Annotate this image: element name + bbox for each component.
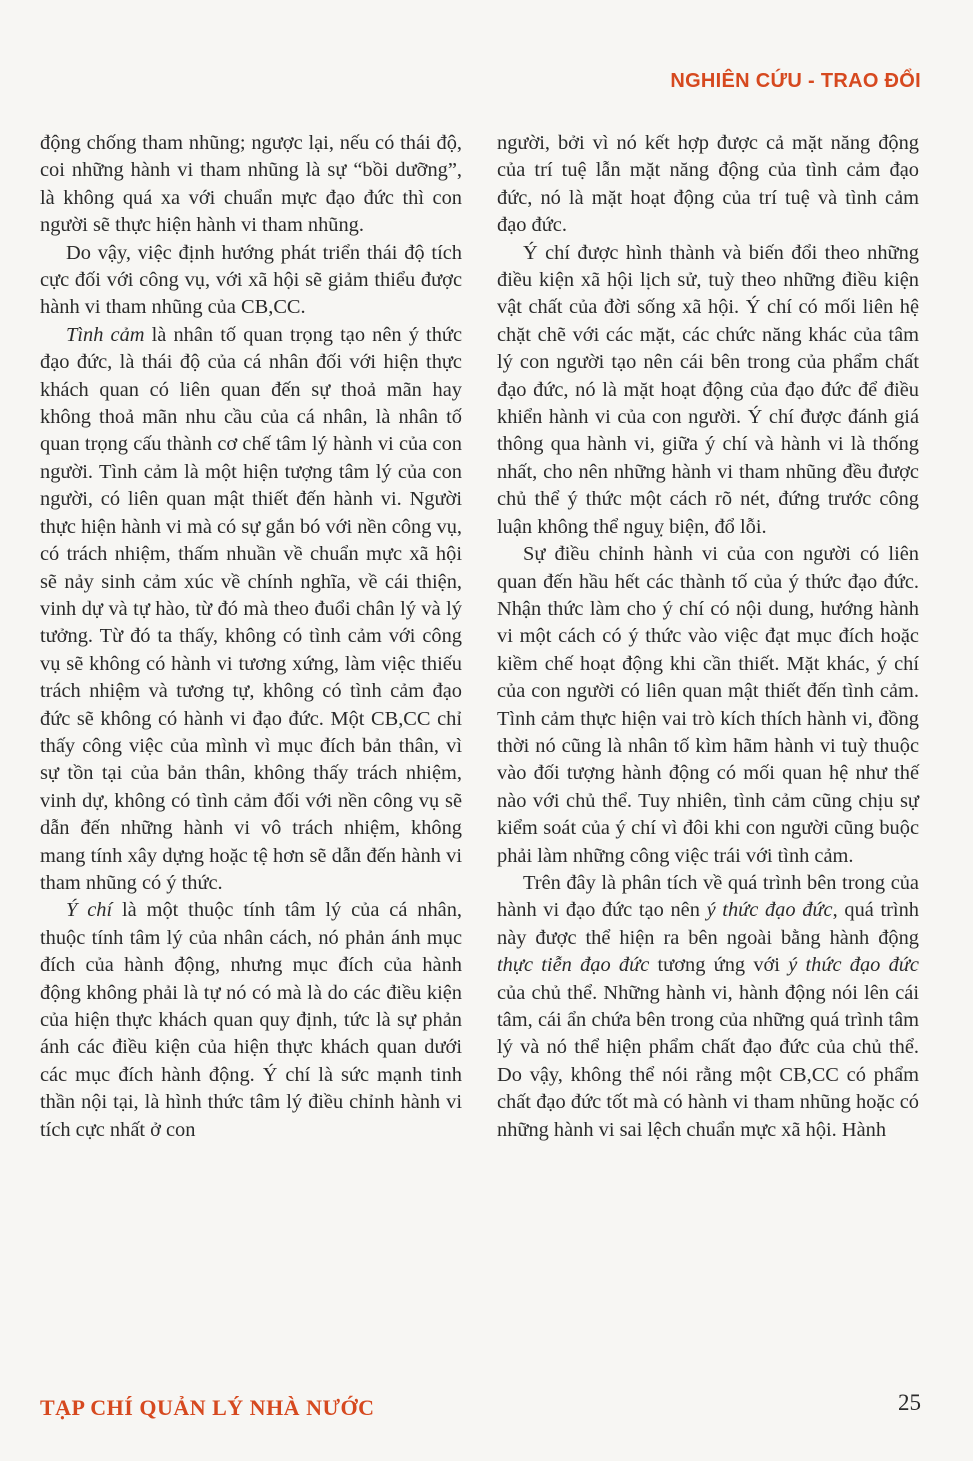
paragraph-text: của chủ thể. Những hành vi, hành động nói lên cái tâm, cái ẩn chứa bên trong của những quá trình tâm lý và nó thể hiện phẩm chất đạo đức của chủ thể. Do vậy, không thể nói rằng một CB,CC có phẩm chất đạo đức tốt mà có hành vi tham nhũng hoặc có những hành vi sai lệch chuẩn mực xã hội. Hành xyxy=(497,981,919,1141)
term-emphasis: Ý chí xyxy=(66,899,113,922)
section-label: NGHIÊN CỨU - TRAO ĐỔI xyxy=(670,70,921,92)
term-emphasis: Tình cảm xyxy=(66,323,145,346)
paragraph xyxy=(497,870,919,1144)
page-number: 25 xyxy=(898,1390,921,1415)
term-emphasis: thực tiễn đạo đức xyxy=(497,954,650,977)
paragraph xyxy=(40,322,462,898)
paragraph: người, bởi vì nó kết hợp được cả mặt năng động của trí tuệ lẫn mặt năng động của tình cảm đạo đức, nó là mặt hoạt động của trí tuệ và tình cảm đạo đức. xyxy=(497,132,919,237)
term-emphasis: ý thức đạo đức xyxy=(706,899,833,922)
paragraph-text: tương ứng với xyxy=(649,954,789,977)
paragraph-text: là một thuộc tính tâm lý của cá nhân, thuộc tính tâm lý của nhân cách, nó phản ánh mục đích của hành động, nhưng mục đích của hành động không phải là tự nó có mà là do các điều kiện của hiện thực khách quan quy định, tức là sự phản ánh các điều kiện của hiện thực khách quan dưới các mục đích hành động. Ý chí là sức mạnh tinh thần nội tại, là hình thức tâm lý điều chỉnh hành vi tích cực nhất ở con xyxy=(40,899,462,1141)
right-column xyxy=(497,130,919,1144)
paragraph: Do vậy, việc định hướng phát triển thái độ tích cực đối với công vụ, với xã hội sẽ giảm thiểu được hành vi tham nhũng của CB,CC. xyxy=(40,241,462,319)
term-emphasis: ý thức đạo đức xyxy=(788,954,919,977)
paragraph-text: , quá trình này được thể hiện ra bên ngoài bằng hành động xyxy=(497,899,919,949)
paragraph-text: là nhân tố quan trọng tạo nên ý thức đạo đức, là thái độ của cá nhân đối với hiện thực khách quan có liên quan đến sự thoả mãn hay không thoả mãn nhu cầu của cá nhân, là nhân tố quan trọng cấu thành cơ chế tâm lý hành vi của con người. Tình cảm là một hiện tượng tâm lý của con người, có liên quan mật thiết đến hành vi. Người thực hiện hành vi mà có sự gắn bó với nền công vụ, có trách nhiệm, thấm nhuần về chuẩn mực xã hội sẽ nảy sinh cảm xúc về chính nghĩa, về cái thiện, vinh dự và tự hào, từ đó mà theo đuổi chân lý và lý tưởng. Từ đó ta thấy, không có tình cảm với công vụ sẽ không có hành vi tương xứng, làm việc thiếu trách nhiệm và tương tự, không có tình cảm đạo đức sẽ không có hành vi đạo đức. Một CB,CC chỉ thấy công việc của mình vì mục đích bản thân, vì sự tồn tại của bản thân, không thấy trách nhiệm, vinh dự, không có tình cảm đối với nền công vụ sẽ dẫn đến những hành vi vô trách nhiệm, không mang tính xây dựng hoặc tệ hơn sẽ dẫn đến hành vi tham nhũng có ý thức. xyxy=(40,323,463,894)
journal-title: TẠP CHÍ QUẢN LÝ NHÀ NƯỚC xyxy=(40,1395,375,1420)
paragraph xyxy=(40,897,462,1144)
paragraph: động chống tham nhũng; ngược lại, nếu có thái độ, coi những hành vi tham nhũng là sự “bồi dưỡng”, là không quá xa với chuẩn mực đạo đức thì con người sẽ thực hiện hành vi tham nhũng. xyxy=(40,132,462,237)
paragraph: Sự điều chỉnh hành vi của con người có liên quan đến hầu hết các thành tố của ý thức đạo đức. Nhận thức làm cho ý chí có nội dung, hướng hành vi một cách có ý thức vào việc đạt mục đích hoặc kiềm chế hoạt động khi cần thiết. Mặt khác, ý chí của con người có liên quan mật thiết đến tình cảm. Tình cảm thực hiện vai trò kích thích hành vi, đồng thời nó cũng là nhân tố kìm hãm hành vi tuỳ thuộc vào đối tượng hành động có mối quan hệ như thế nào với chủ thể. Tuy nhiên, tình cảm cũng chịu sự kiểm soát của ý chí vì đôi khi con người cũng buộc phải làm những công việc trái với tình cảm. xyxy=(497,543,919,867)
paragraph: Ý chí được hình thành và biến đổi theo những điều kiện xã hội lịch sử, tuỳ theo những điều kiện vật chất của đời sống xã hội. Ý chí có mối liên hệ chặt chẽ với các mặt, các chức năng khác của tâm lý con người tạo nên cái bên trong của phẩm chất đạo đức, nó là mặt hoạt động của đạo đức để điều khiển hành vi của con người. Ý chí được đánh giá thông qua hành vi, giữa ý chí và hành vi là thống nhất, cho nên những hành vi tham nhũng đều được chủ thể ý thức một cách rõ nét, đứng trước công luận không thể nguỵ biện, đổ lỗi. xyxy=(497,241,919,538)
paragraph-text: Trên đây là phân tích về quá trình bên trong của hành vi đạo đức tạo nên xyxy=(497,871,919,922)
left-column xyxy=(40,130,462,1144)
